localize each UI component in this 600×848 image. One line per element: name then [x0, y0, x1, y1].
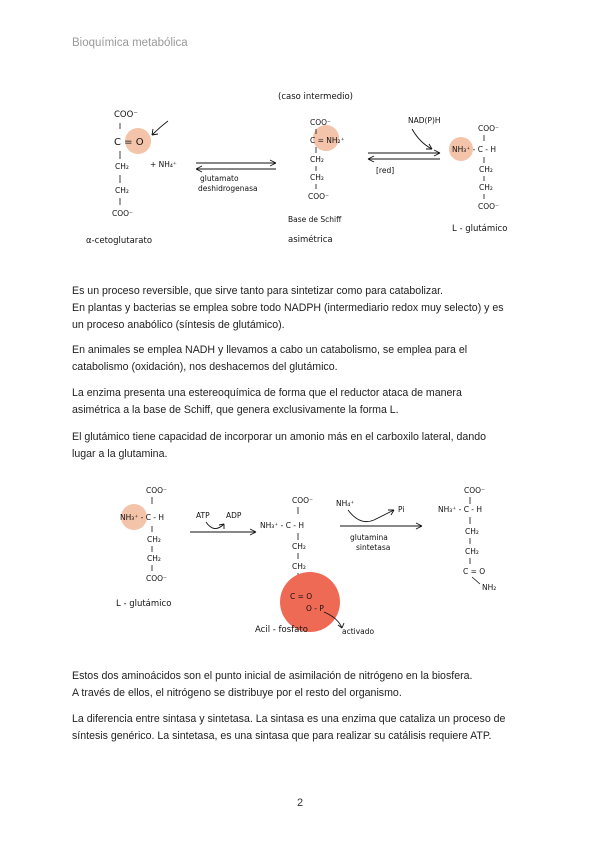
paragraph-1-line-1: Es un proceso reversible, que sirve tanto para sintetizar como para catabolizar.	[72, 285, 443, 297]
mol2-name-line1: Base de Schiff	[288, 215, 342, 224]
mol1-ch2b: CH₂	[115, 186, 129, 195]
d2-mol3-ch2b: CH₂	[465, 547, 479, 556]
mol2-name-line2: asimétrica	[288, 235, 333, 245]
paragraph-3-line-2: asimétrica a la base de Schiff, que genera exclusivamente la forma L.	[72, 404, 399, 416]
d2-mol2-name: Acil - fosfato	[255, 625, 308, 635]
d2-mol2-ch2b: CH₂	[292, 562, 306, 571]
atp-label: ATP	[196, 511, 210, 520]
d2-mol3-nh2: NH₂	[482, 583, 497, 592]
paragraph-5-line-1: Estos dos aminoácidos son el punto inicial de asimilación de nitrógeno en la biosfera.	[72, 670, 473, 682]
mol2-ch2b: CH₂	[310, 173, 324, 182]
mol2-coo-top: COO⁻	[310, 118, 332, 127]
d2-mol2-ch2a: CH₂	[292, 542, 306, 551]
enzyme1-line2: deshidrogenasa	[198, 184, 258, 193]
d2-mol1-name: L - glutámico	[116, 599, 172, 609]
mol3-ch2b: CH₂	[479, 183, 493, 192]
mol3-ch2a: CH₂	[479, 165, 493, 174]
atp-adp-curve	[206, 522, 224, 529]
mol3-coo-bottom: COO⁻	[478, 202, 500, 211]
paragraph-1	[72, 283, 532, 334]
paragraph-2	[72, 342, 532, 376]
enzyme2-line1: glutamina	[350, 533, 388, 542]
enzyme2-line2: sintetasa	[356, 543, 391, 552]
mol2-coo-bottom: COO⁻	[308, 192, 330, 201]
d2-mol1-coo-top: COO⁻	[146, 486, 168, 495]
mol3-coo-top: COO⁻	[478, 124, 500, 133]
paragraph-6-line-2: síntesis genérico. La sintetasa, es una sintasa que para realizar su catálisis requiere ATP.	[72, 730, 492, 742]
ammonium-reagent: + NH₄⁺	[150, 160, 177, 169]
paragraph-4	[72, 429, 532, 463]
acyl-phosphate-highlight	[280, 572, 340, 632]
d2-mol3-coo-top: COO⁻	[464, 486, 486, 495]
mol2-ch2a: CH₂	[310, 155, 324, 164]
d2-mol2-acyl-a: C = O	[290, 592, 313, 601]
paragraph-4-line-1: El glutámico tiene capacidad de incorporar un amonio más en el carboxilo lateral, dando	[72, 431, 486, 443]
diagram-glutamate-dehydrogenase	[0, 85, 600, 245]
paragraph-6-line-1: La diferencia entre sintasa y sintetasa. La sintasa es una enzima que cataliza un proceso de	[72, 713, 506, 725]
paragraph-5-line-2: A través de ellos, el nitrógeno se distribuye por el resto del organismo.	[72, 687, 402, 699]
paragraph-5	[72, 668, 532, 702]
paragraph-6	[72, 711, 532, 745]
paragraph-3-line-1: La enzima presenta una estereoquímica de forma que el reductor ataca de manera	[72, 387, 462, 399]
attack-arrow	[152, 121, 168, 135]
d2-mol1-center: NH₃⁺ - C - H	[120, 513, 165, 522]
pi-label: Pi	[398, 505, 405, 514]
d2-mol2-acyl-b: O - P	[306, 604, 324, 613]
diagram-glutamine-synthetase	[0, 480, 600, 640]
cofactor-nadph: NAD(P)H	[408, 116, 441, 125]
mol2-imine: C = NH₂⁺	[310, 136, 345, 145]
d2-mol3-ch2a: CH₂	[465, 527, 479, 536]
page-header: Bioquímica metabólica	[72, 37, 188, 49]
activated-note: activado	[342, 627, 375, 636]
mol3-center: NH₃⁺ - C - H	[452, 145, 497, 154]
d2-mol1-ch2b: CH₂	[147, 554, 161, 563]
d2-mol2-center: NH₃⁺ - C - H	[260, 521, 305, 530]
paragraph-4-line-2: lugar a la glutamina.	[72, 448, 168, 460]
d2-mol2-coo-top: COO⁻	[292, 496, 314, 505]
cofactor-arrow	[412, 129, 432, 149]
adp-label: ADP	[226, 511, 242, 520]
d2-mol3-center: NH₃⁺ - C - H	[438, 505, 483, 514]
paragraph-3	[72, 385, 532, 419]
mol1-coo-bottom: COO⁻	[112, 209, 134, 218]
mol1-coo-top: COO⁻	[114, 110, 138, 120]
mol1-ch2a: CH₂	[115, 162, 129, 171]
d2-mol3-amide: C = O	[463, 567, 486, 576]
page-number: 2	[296, 797, 304, 809]
redox-label: [red]	[376, 166, 395, 175]
paragraph-2-line-1: En animales se emplea NADH y llevamos a cabo un catabolismo, se emplea para el	[72, 344, 468, 356]
nh4-label: NH₄⁺	[336, 499, 355, 508]
paragraph-1-line-2: En plantas y bacterias se emplea sobre todo NADPH (intermediario redox muy selecto) y es	[72, 302, 504, 314]
mol3-name: L - glutámico	[452, 224, 508, 234]
enzyme1-line1: glutamato	[200, 174, 239, 183]
d2-mol1-ch2a: CH₂	[147, 535, 161, 544]
mol1-carbonyl: C = O	[114, 137, 144, 148]
paragraph-2-line-2: catabolismo (oxidación), nos deshacemos del glutámico.	[72, 361, 338, 373]
diagram1-title: (caso intermedio)	[278, 92, 353, 102]
nh4-pi-curve	[348, 510, 394, 522]
paragraph-1-line-3: un proceso anabólico (síntesis de glutámico).	[72, 319, 285, 331]
d2-mol1-coo-bottom: COO⁻	[146, 574, 168, 583]
mol1-name: α-cetoglutarato	[86, 236, 153, 246]
